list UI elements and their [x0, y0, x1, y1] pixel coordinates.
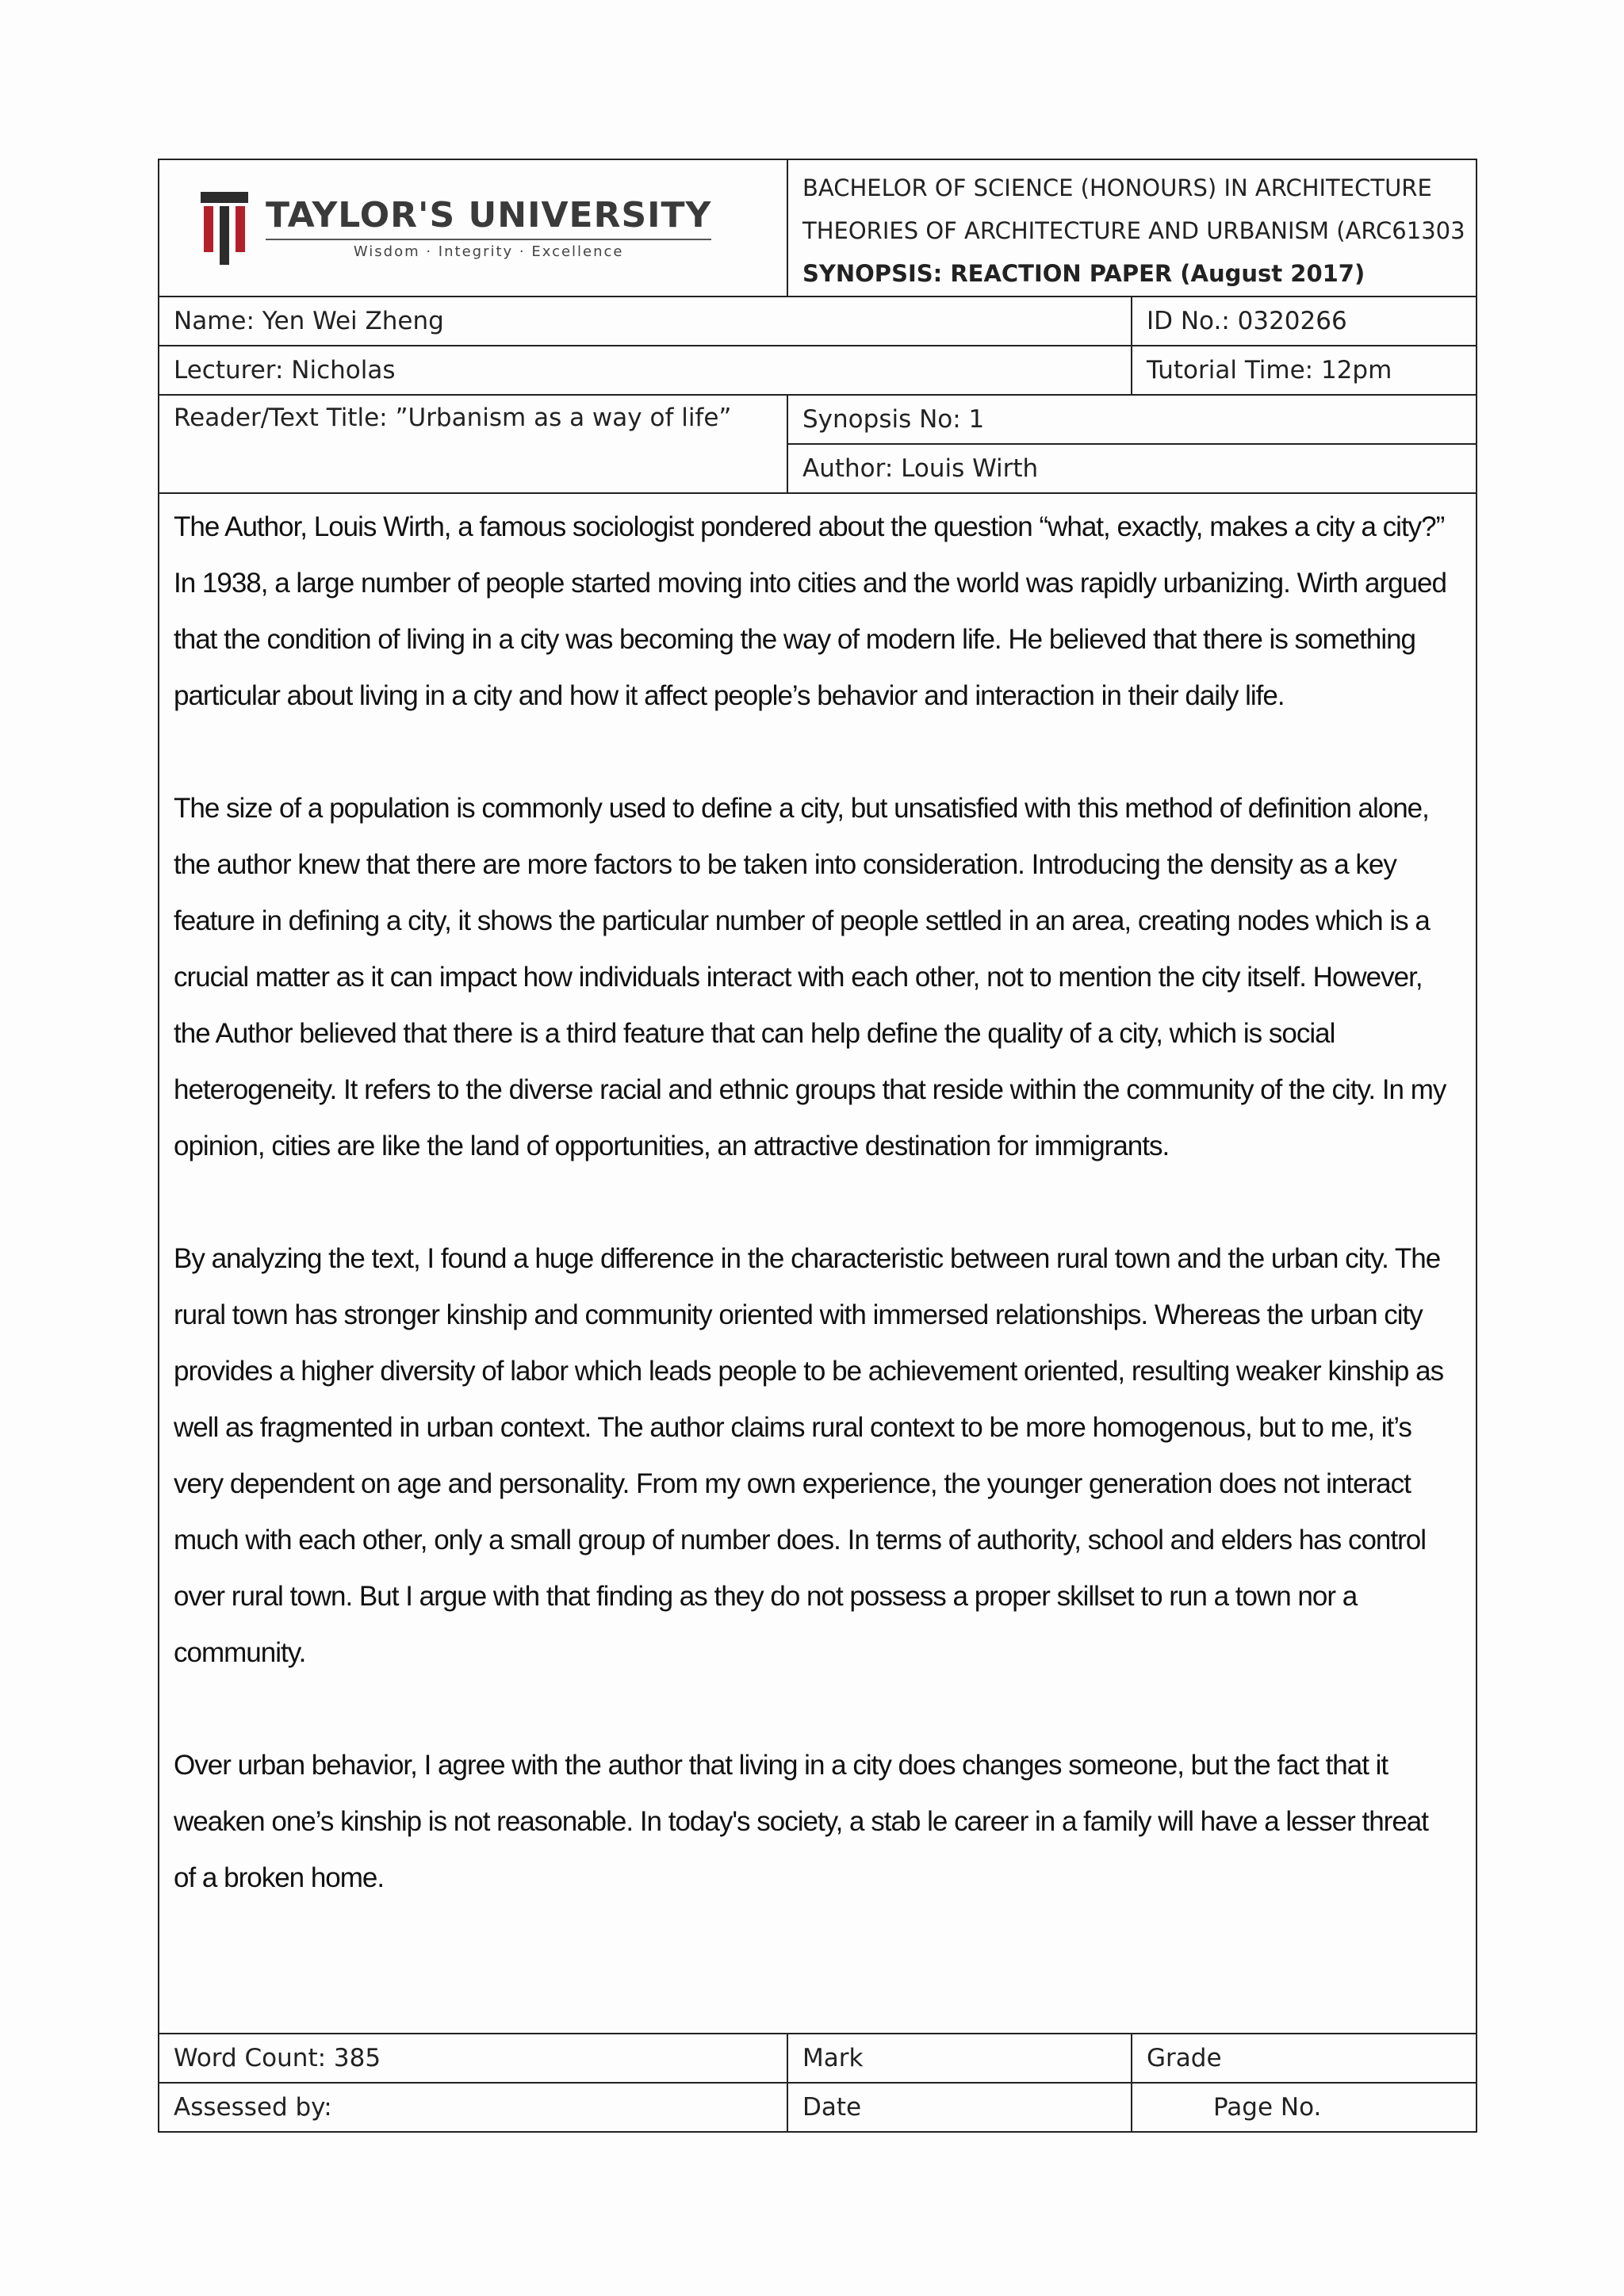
- course-title: THEORIES OF ARCHITECTURE AND URBANISM (ARC61303: [802, 216, 1465, 244]
- university-logo: [201, 192, 772, 265]
- page-no-field: Page No.: [1132, 2083, 1477, 2132]
- student-name-field: Name: Yen Wei Zheng: [159, 297, 1132, 346]
- logo-name: TAYLOR'S UNIVERSITY: [266, 196, 711, 240]
- synopsis-no-field: Synopsis No: 1: [787, 395, 1477, 444]
- grade-field: Grade: [1132, 2034, 1477, 2083]
- logo-tagline: Wisdom · Integrity · Excellence: [353, 243, 624, 260]
- assessed-by-field: Assessed by:: [159, 2083, 787, 2132]
- word-count-row: [159, 2034, 1477, 2083]
- reader-title-row: [159, 395, 1477, 444]
- form-header-row: [159, 159, 1477, 297]
- word-count-field: Word Count: 385: [159, 2034, 787, 2083]
- paper-type: SYNOPSIS: REACTION PAPER (August 2017): [802, 259, 1365, 287]
- name-row: [159, 297, 1477, 346]
- assessment-row: [159, 2083, 1477, 2132]
- logo-text: [266, 196, 711, 260]
- student-id-field: ID No.: 0320266: [1132, 297, 1477, 346]
- synopsis-form: [158, 159, 1477, 2133]
- synopsis-body-row: [159, 493, 1477, 2034]
- tutorial-time-field: Tutorial Time: 12pm: [1132, 346, 1477, 395]
- synopsis-body: [159, 493, 1477, 2034]
- paragraph-3: By analyzing the text, I found a huge difference in the characteristic between rural town and the urban city. The rural town has stronger kinship and community oriented with immersed relationships. Whereas the urban city provides a higher diversity of labor which leads people to be achievement oriented, resulting weaker kinship as well as fragmented in urban context. The author claims rural context to be more homogenous, but to me, it’s very dependent on age and personality. From my own experience, the younger generation does not interact much with each other, only a small group of number does. In terms of authority, school and elders has control over rural town. But I argue with that finding as they do not possess a proper skillset to run a town nor a community.: [174, 1243, 1444, 1668]
- date-field: Date: [787, 2083, 1132, 2132]
- course-info-cell: [787, 159, 1477, 297]
- paragraph-1: The Author, Louis Wirth, a famous sociologist pondered about the question “what, exactly, makes a city a city?” In 1938, a large number of people started moving into cities and the world was rapidly urbanizing. Wirth argued that the condition of living in a city was becoming the way of modern life. He believed that there is something particular about living in a city and how it affect people’s behavior and interaction in their daily life.: [174, 511, 1446, 711]
- taylors-crest-icon: [201, 192, 248, 265]
- logo-cell: [159, 159, 787, 297]
- lecturer-field: Lecturer: Nicholas: [159, 346, 1132, 395]
- paragraph-2: The size of a population is commonly used to define a city, but unsatisfied with this method of definition alone, the author knew that there are more factors to be taken into consideration. Introducing the density as a key feature in defining a city, it shows the particular number of people settled in an area, creating nodes which is a crucial matter as it can impact how individuals interact with each other, not to mention the city itself. However, the Author believed that there is a third feature that can help define the quality of a city, which is social heterogeneity. It refers to the diverse racial and ethnic groups that reside within the community of the city. In my opinion, cities are like the land of opportunities, an attractive destination for immigrants.: [174, 793, 1446, 1161]
- lecturer-row: [159, 346, 1477, 395]
- reader-title-field: Reader/Text Title: ”Urbanism as a way of life”: [159, 395, 787, 493]
- author-field: Author: Louis Wirth: [787, 444, 1477, 493]
- paragraph-4: Over urban behavior, I agree with the author that living in a city does changes someone, but the fact that it weaken one’s kinship is not reasonable. In today's society, a stab le career in a family will have a lesser threat of a broken home.: [174, 1750, 1428, 1893]
- program-title: BACHELOR OF SCIENCE (HONOURS) IN ARCHITECTURE: [802, 174, 1432, 201]
- mark-field: Mark: [787, 2034, 1132, 2083]
